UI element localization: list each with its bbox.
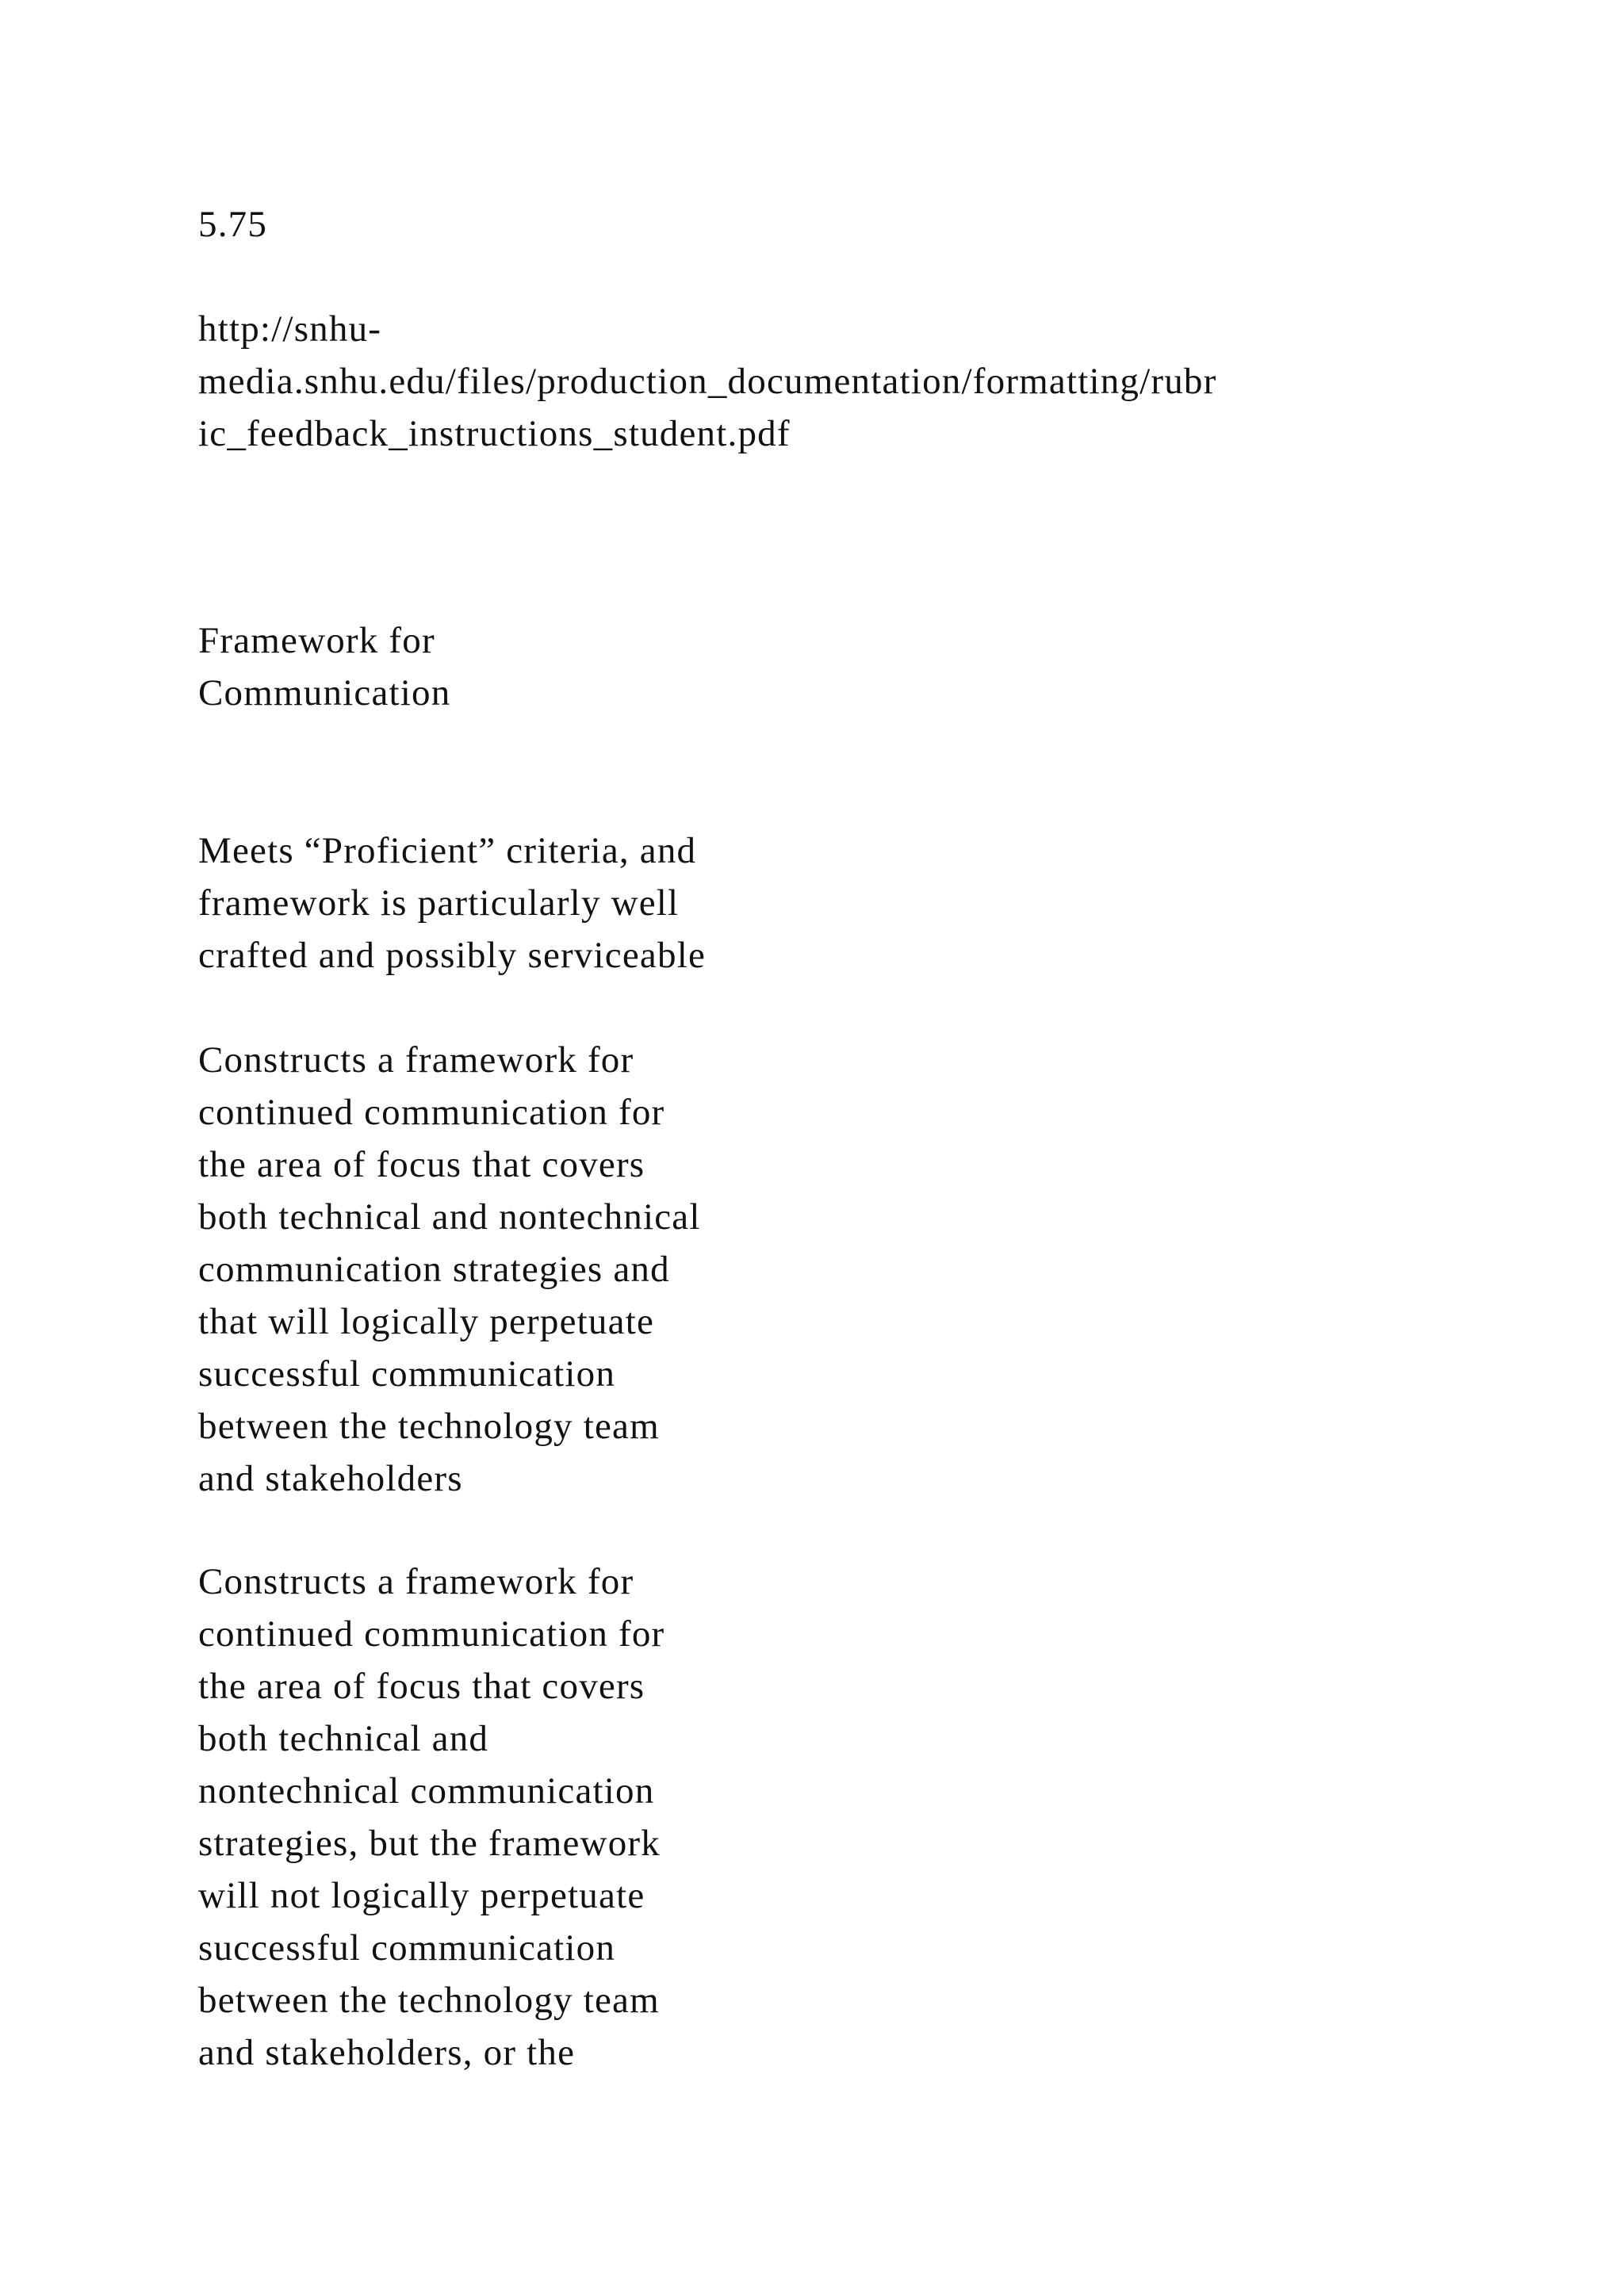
rubric-url xyxy=(198,303,1216,460)
proficient-line: between the technology team xyxy=(198,1406,660,1447)
needs-improvement-line: and stakeholders, or the xyxy=(198,2032,576,2073)
needs-improvement-line: continued communication for xyxy=(198,1613,665,1655)
proficient-line: communication strategies and xyxy=(198,1249,670,1290)
criterion-line: Communication xyxy=(198,672,451,714)
exemplary-line: Meets “Proficient” criteria, and xyxy=(198,830,697,871)
score-value xyxy=(198,198,267,251)
needs-improvement-line: will not logically perpetuate xyxy=(198,1875,645,1916)
proficient-description xyxy=(198,1034,701,1505)
needs-improvement-description xyxy=(198,1556,665,2079)
needs-improvement-line: both technical and xyxy=(198,1718,489,1759)
exemplary-line: crafted and possibly serviceable xyxy=(198,935,707,976)
needs-improvement-line: nontechnical communication xyxy=(198,1770,655,1812)
proficient-line: and stakeholders xyxy=(198,1458,463,1499)
url-line: ic_feedback_instructions_student.pdf xyxy=(198,413,791,454)
needs-improvement-line: strategies, but the framework xyxy=(198,1823,661,1864)
proficient-line: continued communication for xyxy=(198,1092,665,1133)
url-line: http://snhu- xyxy=(198,308,382,350)
needs-improvement-line: between the technology team xyxy=(198,1980,660,2021)
proficient-line: both technical and nontechnical xyxy=(198,1196,701,1238)
url-line: media.snhu.edu/files/production_documentation/formatting/rubr xyxy=(198,361,1217,402)
proficient-line: Constructs a framework for xyxy=(198,1039,634,1081)
proficient-line: that will logically perpetuate xyxy=(198,1301,655,1342)
exemplary-line: framework is particularly well xyxy=(198,882,680,924)
criterion-line: Framework for xyxy=(198,620,435,661)
needs-improvement-line: Constructs a framework for xyxy=(198,1561,634,1602)
needs-improvement-line: successful communication xyxy=(198,1927,616,1969)
exemplary-description xyxy=(198,825,706,982)
criterion-title xyxy=(198,614,450,719)
proficient-line: successful communication xyxy=(198,1353,616,1395)
score-text: 5.75 xyxy=(198,204,268,245)
needs-improvement-line: the area of focus that covers xyxy=(198,1666,645,1707)
proficient-line: the area of focus that covers xyxy=(198,1144,645,1185)
